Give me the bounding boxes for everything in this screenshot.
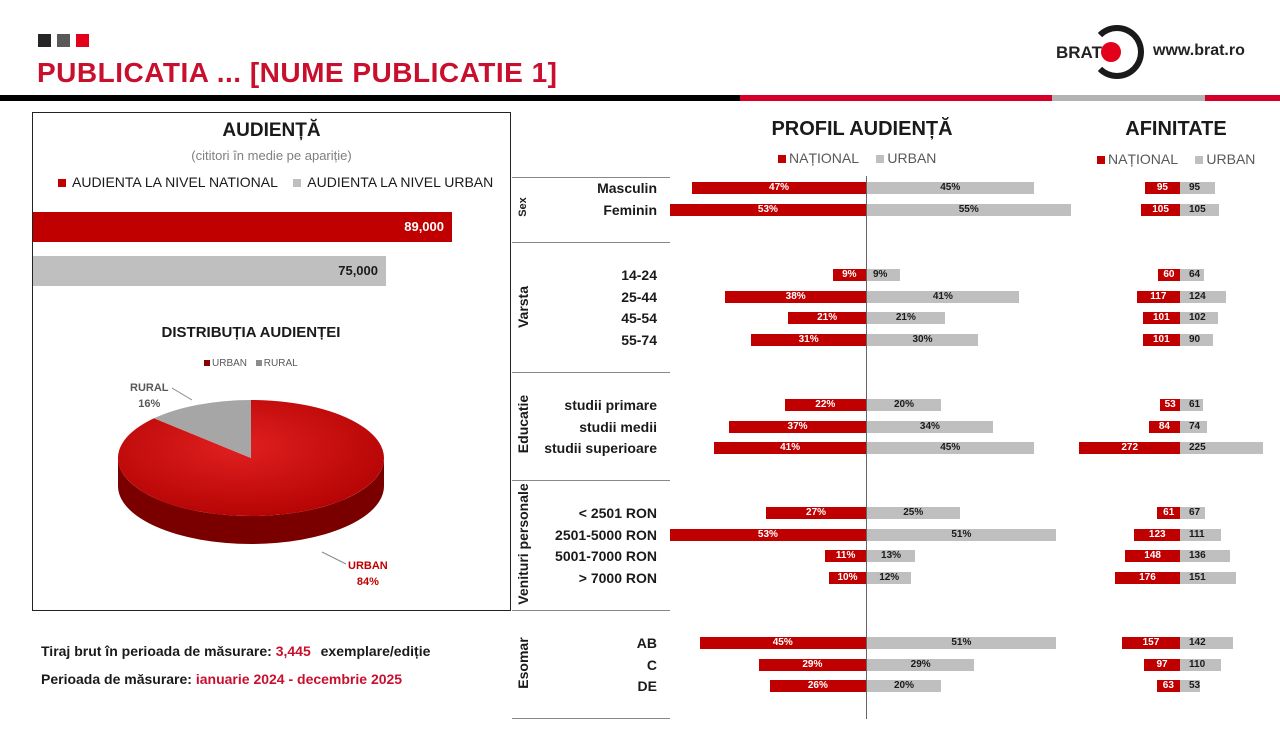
affinity-national-bar: 176 — [1115, 572, 1180, 584]
pie-rural-callout — [130, 380, 169, 412]
group-divider-4 — [512, 718, 670, 719]
legend-national-label: AUDIENTA LA NIVEL NATIONAL — [72, 174, 278, 190]
audience-urban-value: 75,000 — [338, 263, 378, 278]
affinity-national-bar: 95 — [1145, 182, 1180, 194]
affinity-urban-bar: 225 — [1180, 442, 1263, 454]
affinity-national-bar: 53 — [1160, 399, 1180, 411]
profile-urban-bar: 20% — [867, 399, 941, 411]
header-square-red — [76, 34, 89, 47]
header-rule-black — [0, 95, 740, 101]
affinity-urban-bar: 124 — [1180, 291, 1226, 303]
affinity-urban-bar: 74 — [1180, 421, 1207, 433]
row-label: DE — [637, 678, 657, 694]
row-label: < 2501 RON — [578, 505, 657, 521]
affinity-national-bar: 97 — [1144, 659, 1180, 671]
profile-urban-bar: 9% — [867, 269, 900, 281]
pie-legend-urban-label: URBAN — [212, 358, 248, 369]
affinity-national-bar: 148 — [1125, 550, 1180, 562]
row-label: C — [646, 656, 657, 673]
profile-national-bar: 11% — [825, 550, 866, 562]
legend-urban-swatch — [293, 179, 301, 187]
affinity-urban-bar: 95 — [1180, 182, 1215, 194]
row-label: 55-74 — [621, 332, 657, 349]
profile-urban-bar: 25% — [867, 507, 960, 519]
brat-logo-dot — [1101, 42, 1121, 62]
pie-urban-callout — [348, 558, 388, 590]
row-label: 2501-5000 RON — [555, 526, 657, 543]
profile-national-bar: 22% — [785, 399, 866, 411]
affinity-urban-bar: 90 — [1180, 334, 1213, 346]
pie-legend-rural-swatch — [256, 360, 262, 366]
group-label: Esomar — [515, 637, 531, 689]
affinity-legend-urban-swatch — [1195, 156, 1203, 164]
affinity-national-bar: 84 — [1149, 421, 1180, 433]
row-label: 25-44 — [621, 288, 657, 305]
profile-national-bar: 53% — [670, 529, 866, 541]
affinity-national-bar: 60 — [1158, 269, 1180, 281]
row-label: AB — [636, 635, 657, 651]
row-label: Masculin — [597, 180, 657, 196]
affinity-national-bar: 157 — [1122, 637, 1180, 649]
affinity-national-bar: 61 — [1157, 507, 1180, 519]
pie-urban-leader-line — [318, 550, 350, 566]
profile-urban-bar: 13% — [867, 550, 915, 562]
distribution-legend — [204, 358, 298, 369]
profile-urban-bar: 51% — [867, 529, 1056, 541]
page-title: PUBLICATIA ... [NUME PUBLICATIE 1] — [37, 57, 558, 88]
audience-national-bar — [33, 212, 452, 242]
profile-national-bar: 37% — [729, 421, 866, 433]
profile-urban-bar: 45% — [867, 182, 1034, 194]
profile-urban-bar: 41% — [867, 291, 1019, 303]
row-label: > 7000 RON — [578, 570, 657, 587]
row-label: 14-24 — [621, 267, 657, 283]
pie-urban-pct: 84% — [356, 576, 379, 588]
group-label: Venituri personale — [515, 483, 531, 605]
tiraj-value: 3,445 — [275, 643, 311, 659]
tiraj-unit: exemplare/ediție — [320, 643, 431, 659]
profile-national-bar: 10% — [829, 572, 866, 584]
affinity-urban-bar: 111 — [1180, 529, 1221, 541]
affinity-urban-bar: 136 — [1180, 550, 1230, 562]
row-label: Feminin — [603, 202, 657, 218]
affinity-urban-bar: 142 — [1180, 637, 1233, 649]
group-label: Varsta — [515, 285, 531, 329]
header-rule-gray — [1052, 95, 1205, 101]
pie-rural-leader-line — [170, 384, 200, 404]
profile-urban-bar: 30% — [867, 334, 978, 346]
group-divider-2 — [512, 480, 670, 481]
legend-urban-label: AUDIENTA LA NIVEL URBAN — [307, 174, 494, 190]
affinity-urban-bar: 61 — [1180, 399, 1203, 411]
affinity-urban-bar: 64 — [1180, 269, 1204, 281]
brat-logo-text: BRAT — [1056, 43, 1102, 62]
group-divider-top — [512, 177, 670, 178]
legend-national-swatch — [58, 179, 66, 187]
profile-urban-bar: 20% — [867, 680, 941, 692]
pie-rural-label: RURAL — [130, 382, 169, 394]
header-rule-red-end — [1205, 95, 1280, 101]
profile-urban-bar: 21% — [867, 312, 945, 324]
profile-urban-bar: 12% — [867, 572, 911, 584]
affinity-national-bar: 63 — [1157, 680, 1180, 692]
profile-national-bar: 41% — [714, 442, 866, 454]
profile-national-bar: 38% — [725, 291, 866, 303]
profile-national-bar: 45% — [700, 637, 867, 649]
tiraj-line — [41, 643, 430, 659]
profile-legend-national-swatch — [778, 155, 786, 163]
pie-urban-label: URBAN — [348, 560, 388, 572]
row-label: 45-54 — [621, 310, 657, 327]
group-label: Educatie — [515, 394, 531, 454]
profile-national-bar: 29% — [759, 659, 866, 671]
row-label: studii superioare — [544, 440, 657, 456]
affinity-national-bar: 123 — [1134, 529, 1180, 541]
profile-national-bar: 31% — [751, 334, 866, 346]
profile-urban-bar: 34% — [867, 421, 993, 433]
affinity-urban-bar: 105 — [1180, 204, 1219, 216]
header-square-gray — [57, 34, 70, 47]
profile-urban-bar: 45% — [867, 442, 1034, 454]
profile-legend-national-label: NAȚIONAL — [789, 150, 859, 166]
profile-legend — [778, 150, 936, 166]
pie-legend-urban-swatch — [204, 360, 210, 366]
distribution-title: DISTRIBUȚIA AUDIENȚEI — [161, 324, 341, 341]
profile-urban-bar: 55% — [867, 204, 1071, 216]
profile-urban-bar: 29% — [867, 659, 974, 671]
profile-national-bar: 9% — [833, 269, 866, 281]
profile-national-bar: 53% — [670, 204, 866, 216]
affinity-legend — [1097, 151, 1255, 167]
affinity-national-bar: 117 — [1137, 291, 1180, 303]
pie-rural-pct: 16% — [138, 398, 161, 410]
affinity-title: AFINITATE — [1125, 118, 1227, 140]
affinity-national-bar: 272 — [1079, 442, 1180, 454]
website-link[interactable]: www.brat.ro — [1153, 42, 1245, 59]
row-label: 5001-7000 RON — [555, 548, 657, 565]
affinity-urban-bar: 102 — [1180, 312, 1218, 324]
profile-legend-urban-label: URBAN — [887, 150, 937, 166]
affinity-urban-bar: 151 — [1180, 572, 1236, 584]
affinity-urban-bar: 110 — [1180, 659, 1221, 671]
affinity-legend-national-label: NAȚIONAL — [1108, 151, 1178, 167]
audience-subtitle: (cititori în medie pe apariție) — [191, 148, 352, 163]
profile-urban-bar: 51% — [867, 637, 1056, 649]
period-value: ianuarie 2024 - decembrie 2025 — [195, 671, 403, 687]
affinity-national-bar: 101 — [1143, 334, 1180, 346]
audience-urban-bar — [33, 256, 386, 286]
period-line — [41, 671, 402, 687]
row-label: studii primare — [564, 397, 657, 413]
affinity-urban-bar: 67 — [1180, 507, 1205, 519]
group-label: Sex — [517, 197, 529, 217]
header-rule-red — [740, 95, 1052, 101]
affinity-legend-national-swatch — [1097, 156, 1105, 164]
period-label: Perioada de măsurare: — [41, 671, 192, 687]
row-label: studii medii — [579, 418, 657, 435]
tiraj-label: Tiraj brut în perioada de măsurare: — [41, 643, 272, 659]
affinity-urban-bar: 53 — [1180, 680, 1200, 692]
audience-legend — [58, 174, 493, 190]
affinity-legend-urban-label: URBAN — [1206, 151, 1256, 167]
profile-legend-urban-swatch — [876, 155, 884, 163]
audience-title: AUDIENȚĂ — [222, 120, 321, 141]
profile-title: PROFIL AUDIENȚĂ — [771, 118, 953, 140]
pie-legend-rural-label: RURAL — [263, 358, 298, 369]
profile-national-bar: 27% — [766, 507, 866, 519]
affinity-national-bar: 105 — [1141, 204, 1180, 216]
profile-national-bar: 26% — [770, 680, 866, 692]
audience-national-value: 89,000 — [404, 219, 444, 234]
group-divider-3 — [512, 610, 670, 611]
profile-national-bar: 21% — [788, 312, 866, 324]
distribution-pie-chart — [110, 400, 395, 570]
group-divider-1 — [512, 372, 670, 373]
profile-national-bar: 47% — [692, 182, 866, 194]
affinity-national-bar: 101 — [1143, 312, 1180, 324]
group-divider-0 — [512, 242, 670, 243]
header-square-dark — [38, 34, 51, 47]
